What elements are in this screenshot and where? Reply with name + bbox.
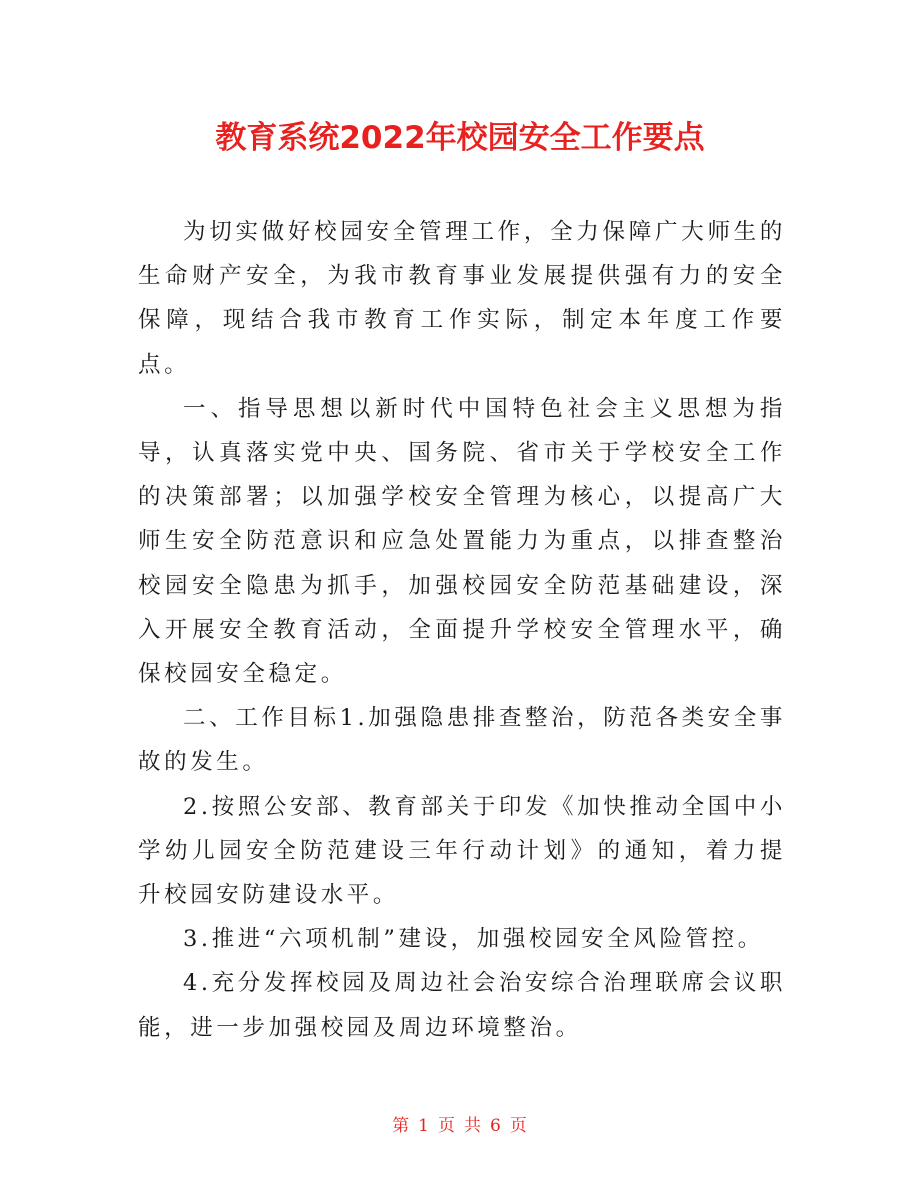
paragraph-work-goal-1: 二、工作目标1.加强隐患排查整治，防范各类安全事故的发生。: [138, 705, 786, 776]
paragraph-intro: 为切实做好校园安全管理工作，全力保障广大师生的生命财产安全，为我市教育事业发展提供强有力的安全保障，现结合我市教育工作实际，制定本年度工作要点。: [138, 219, 786, 378]
paragraph-work-goal-3: 3.推进“六项机制”建设，加强校园安全风险管控。: [183, 926, 764, 953]
document-title: 教育系统2022年校园安全工作要点: [215, 120, 705, 156]
footer-total-prefix: 共: [464, 1116, 482, 1136]
footer-total-pages: 6: [490, 1116, 502, 1136]
page-footer: [0, 1114, 920, 1138]
footer-current-page: 1: [418, 1116, 430, 1136]
paragraph-work-goal-4: 4.充分发挥校园及周边社会治安综合治理联席会议职能，进一步加强校园及周边环境整治。: [138, 970, 786, 1041]
paragraph-work-goal-2: 2.按照公安部、教育部关于印发《加快推动全国中小学幼儿园安全防范建设三年行动计划》的通知，着力提升校园安防建设水平。: [138, 793, 786, 909]
footer-prefix: 第: [392, 1116, 411, 1136]
footer-page-unit: 页: [438, 1116, 456, 1136]
document-body: [138, 210, 786, 1050]
paragraph-guiding-ideology: 一、指导思想以新时代中国特色社会主义思想为指导，认真落实党中央、国务院、省市关于学校安全工作的决策部署；以加强学校安全管理为核心，以提高广大师生安全防范意识和应急处置能力为重点，以排查整治校园安全隐患为抓手，加强校园安全防范基础建设，深入开展安全教育活动，全面提升学校安全管理水平，确保校园安全稳定。: [138, 395, 786, 688]
footer-total-unit: 页: [509, 1116, 528, 1136]
